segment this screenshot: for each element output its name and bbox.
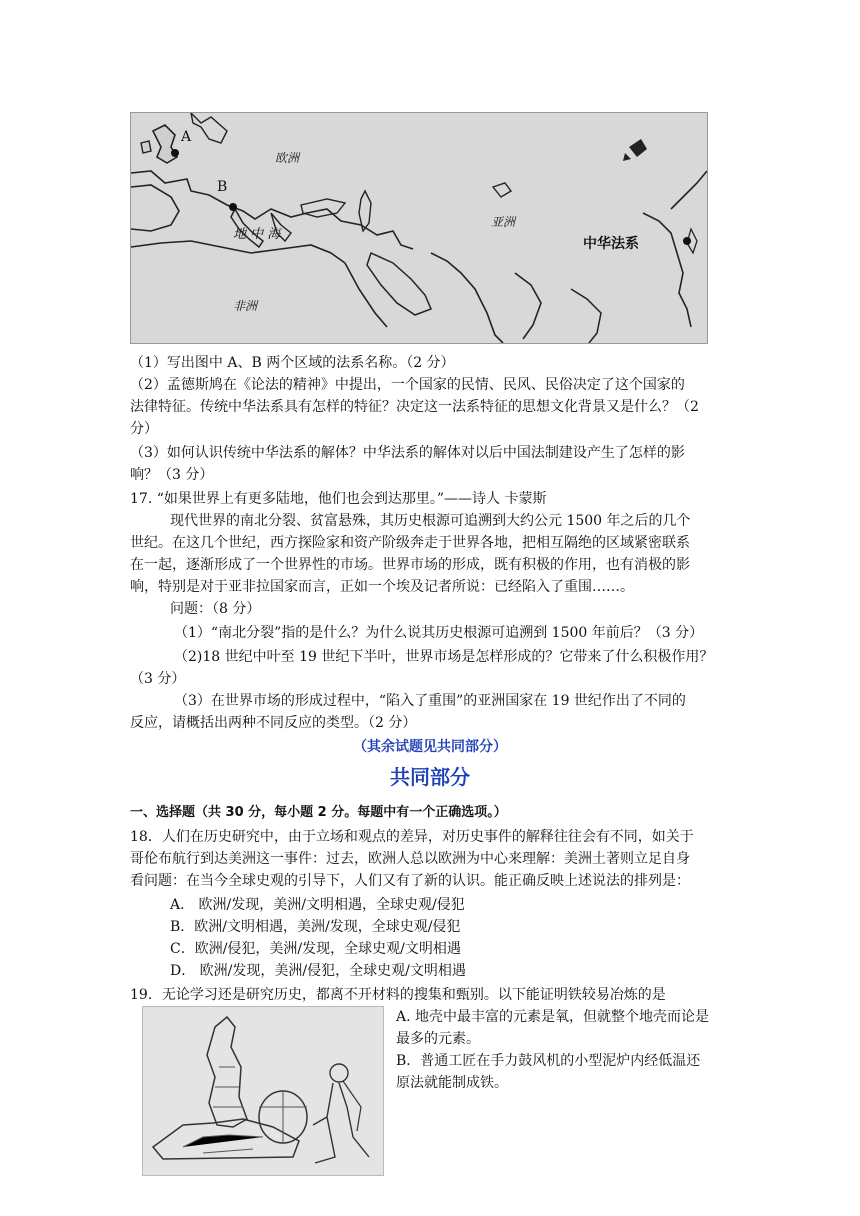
q17-sub1: （1）“南北分裂”指的是什么？为什么说其历史根源可追溯到 1500 年前后？（3 分） <box>174 625 704 641</box>
q17-para-line3: 在一起，逐渐形成了一个世界性的市场。世界市场的形成，既有积极的作用，也有消极的影 <box>130 557 690 573</box>
smelting-drawing <box>143 1007 383 1175</box>
q17-para-line2: 世纪。在这几个世纪，西方探险家和资产阶级奔走于世界各地，把相互隔绝的区域紧密联系 <box>130 535 690 551</box>
q18-line1: 18．人们在历史研究中，由于立场和观点的差异，对历史事件的解释往往会有不同，如关于 <box>130 829 694 845</box>
q17-question-label: 问题：（8 分） <box>170 601 261 617</box>
iron-smelting-illustration <box>142 1006 384 1176</box>
q17-sub2-line1: （2)18 世纪中叶至 19 世纪下半叶，世界市场是怎样形成的？它带来了什么积极作用？ <box>174 649 714 665</box>
map-drawing <box>131 113 707 343</box>
q17-sub2-line2: （3 分） <box>130 671 186 687</box>
legal-systems-map <box>130 112 708 344</box>
map-label-europe: 欧洲 <box>275 151 300 165</box>
q18-option-a: A． 欧洲/发现，美洲/文明相遇，全球史观/侵犯 <box>170 897 465 913</box>
map-label-asia: 亚洲 <box>491 215 516 229</box>
common-section-title: 共同部分 <box>390 765 470 789</box>
map-label-mediterranean: 地 中 海 <box>233 227 281 242</box>
q18-line3: 看问题：在当今全球史观的引导下，人们又有了新的认识。能正确反映上述说法的排列是： <box>130 873 690 889</box>
q16-sub3-line1: （3）如何认识传统中华法系的解体？中华法系的解体对以后中国法制建设产生了怎样的影 <box>130 445 685 461</box>
q18-option-b: B．欧洲/文明相遇，美洲/发现，全球史观/侵犯 <box>170 919 461 935</box>
q17-sub3-line2: 反应，请概括出两种不同反应的类型。（2 分） <box>130 715 417 731</box>
q16-sub2-line3: 分） <box>130 421 158 437</box>
q17-para-line1: 现代世界的南北分裂、贫富悬殊，其历史根源可追溯到大约公元 1500 年之后的几个 <box>170 513 691 529</box>
q18-option-c: C．欧洲/侵犯，美洲/发现，全球史观/文明相遇 <box>170 941 461 957</box>
section-1-heading: 一、选择题（共 30 分，每小题 2 分。每题中有一个正确选项。） <box>130 805 507 820</box>
q18-option-d: D． 欧洲/发现，美洲/侵犯，全球史观/文明相遇 <box>170 963 466 979</box>
q19-option-a-line1: A. 地壳中最丰富的元素是氧，但就整个地壳而论是 <box>396 1009 710 1025</box>
q19-stem: 19．无论学习还是研究历史，都离不开材料的搜集和甄别。以下能证明铁较易冶炼的是 <box>130 987 666 1003</box>
q18-line2: 哥伦布航行到达美洲这一事件：过去，欧洲人总以欧洲为中心来理解：美洲土著则立足自身 <box>130 851 690 867</box>
q16-sub2-line2: 法律特征。传统中华法系具有怎样的特征？决定这一法系特征的思想文化背景又是什么？（2 <box>130 399 699 415</box>
map-label-a: A <box>181 129 192 145</box>
q19-option-b-line2: 原法就能制成铁。 <box>396 1075 508 1091</box>
other-questions-note: （其余试题见共同部分） <box>353 739 507 755</box>
q19-option-a-line2: 最多的元素。 <box>396 1031 480 1047</box>
map-label-africa: 非洲 <box>233 299 258 313</box>
q17-title: 17. “如果世界上有更多陆地，他们也会到达那里。”——诗人 卡蒙斯 <box>130 491 547 507</box>
map-label-china-law: 中华法系 <box>583 236 639 252</box>
map-label-b: B <box>217 179 228 195</box>
q16-sub2-line1: （2）孟德斯鸠在《论法的精神》中提出，一个国家的民情、民风、民俗决定了这个国家的 <box>130 377 685 393</box>
q17-para-line4: 响，特别是对于亚非拉国家而言，正如一个埃及记者所说：已经陷入了重围……。 <box>130 579 634 595</box>
q16-sub3-line2: 响？（3 分） <box>130 467 214 483</box>
q16-sub1: （1）写出图中 A、B 两个区域的法系名称。（2 分） <box>130 355 455 371</box>
q19-option-b-line1: B．普通工匠在手力鼓风机的小型泥炉内经低温还 <box>396 1053 701 1069</box>
q17-sub3-line1: （3）在世界市场的形成过程中，“陷入了重围”的亚洲国家在 19 世纪作出了不同的 <box>174 693 686 709</box>
